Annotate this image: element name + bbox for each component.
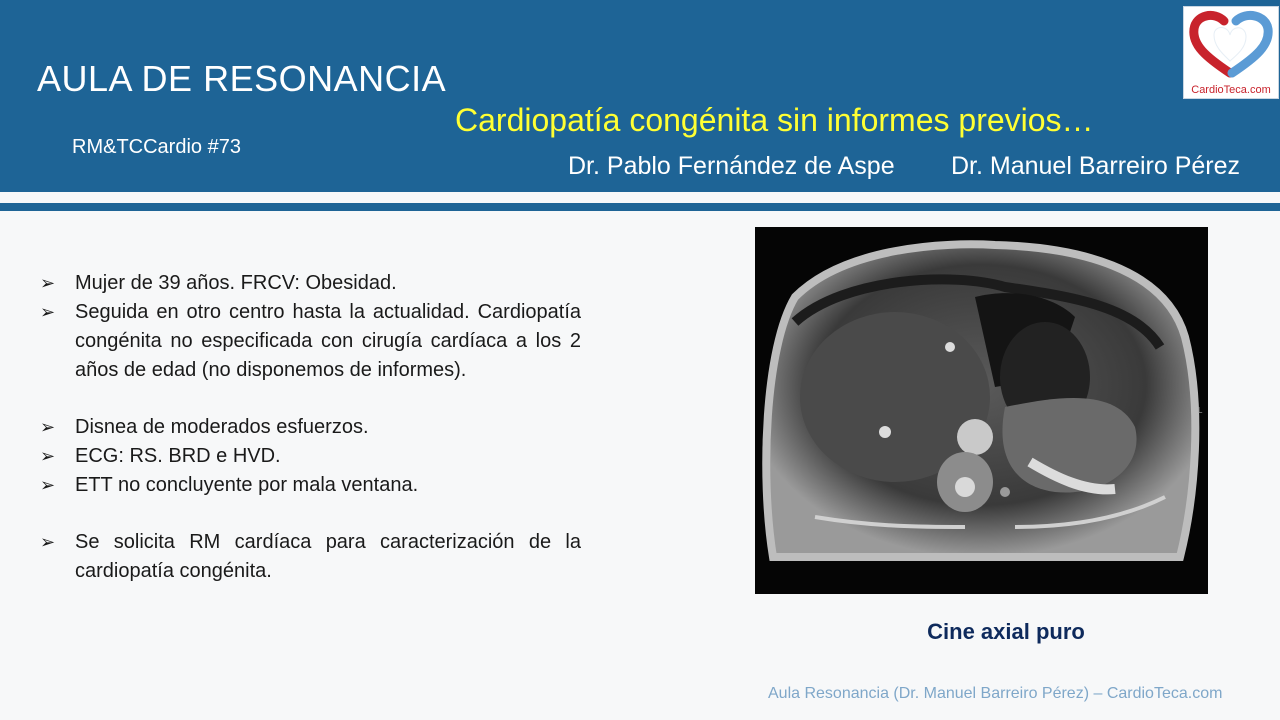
case-bullets [40, 269, 581, 586]
bullet-item: ➢ ECG: RS. BRD e HVD. [40, 442, 581, 471]
bullet-item: ➢ Disnea de moderados esfuerzos. [40, 413, 581, 442]
logo-text: CardioTeca.com [1191, 84, 1271, 96]
author-1: Dr. Pablo Fernández de Aspe [568, 152, 895, 180]
side-marker: L [1198, 406, 1203, 415]
page-title: AULA DE RESONANCIA [37, 58, 447, 99]
arrow-bullet-icon: ➢ [40, 302, 56, 322]
arrow-bullet-icon: ➢ [40, 532, 56, 552]
arrow-bullet-icon: ➢ [40, 475, 56, 495]
bullet-item: ➢ Mujer de 39 años. FRCV: Obesidad. [40, 269, 581, 298]
image-caption: Cine axial puro [927, 619, 1085, 644]
cardioteca-logo [1183, 6, 1279, 99]
mri-cine-image[interactable] [755, 227, 1208, 594]
arrow-bullet-icon: ➢ [40, 273, 56, 293]
bullet-item: ➢ Se solicita RM cardíaca para caracterización de la cardiopatía congénita. [40, 528, 581, 586]
bullet-item: ➢ Seguida en otro centro hasta la actualidad. Cardiopatía congénita no especificada con cirugía cardíaca a los 2 años de edad (no disponemos de informes). [40, 298, 581, 385]
footer-credit: Aula Resonancia (Dr. Manuel Barreiro Pérez) – CardioTeca.com [768, 685, 1223, 702]
arrow-bullet-icon: ➢ [40, 417, 56, 437]
case-topic: Cardiopatía congénita sin informes previos… [455, 102, 1094, 138]
header-divider [0, 203, 1280, 211]
author-2: Dr. Manuel Barreiro Pérez [951, 152, 1241, 180]
session-subtitle: RM&TCCardio #73 [72, 136, 241, 158]
bullet-item: ➢ ETT no concluyente por mala ventana. [40, 471, 581, 500]
arrow-bullet-icon: ➢ [40, 446, 56, 466]
heart-logo-icon [1184, 7, 1278, 83]
